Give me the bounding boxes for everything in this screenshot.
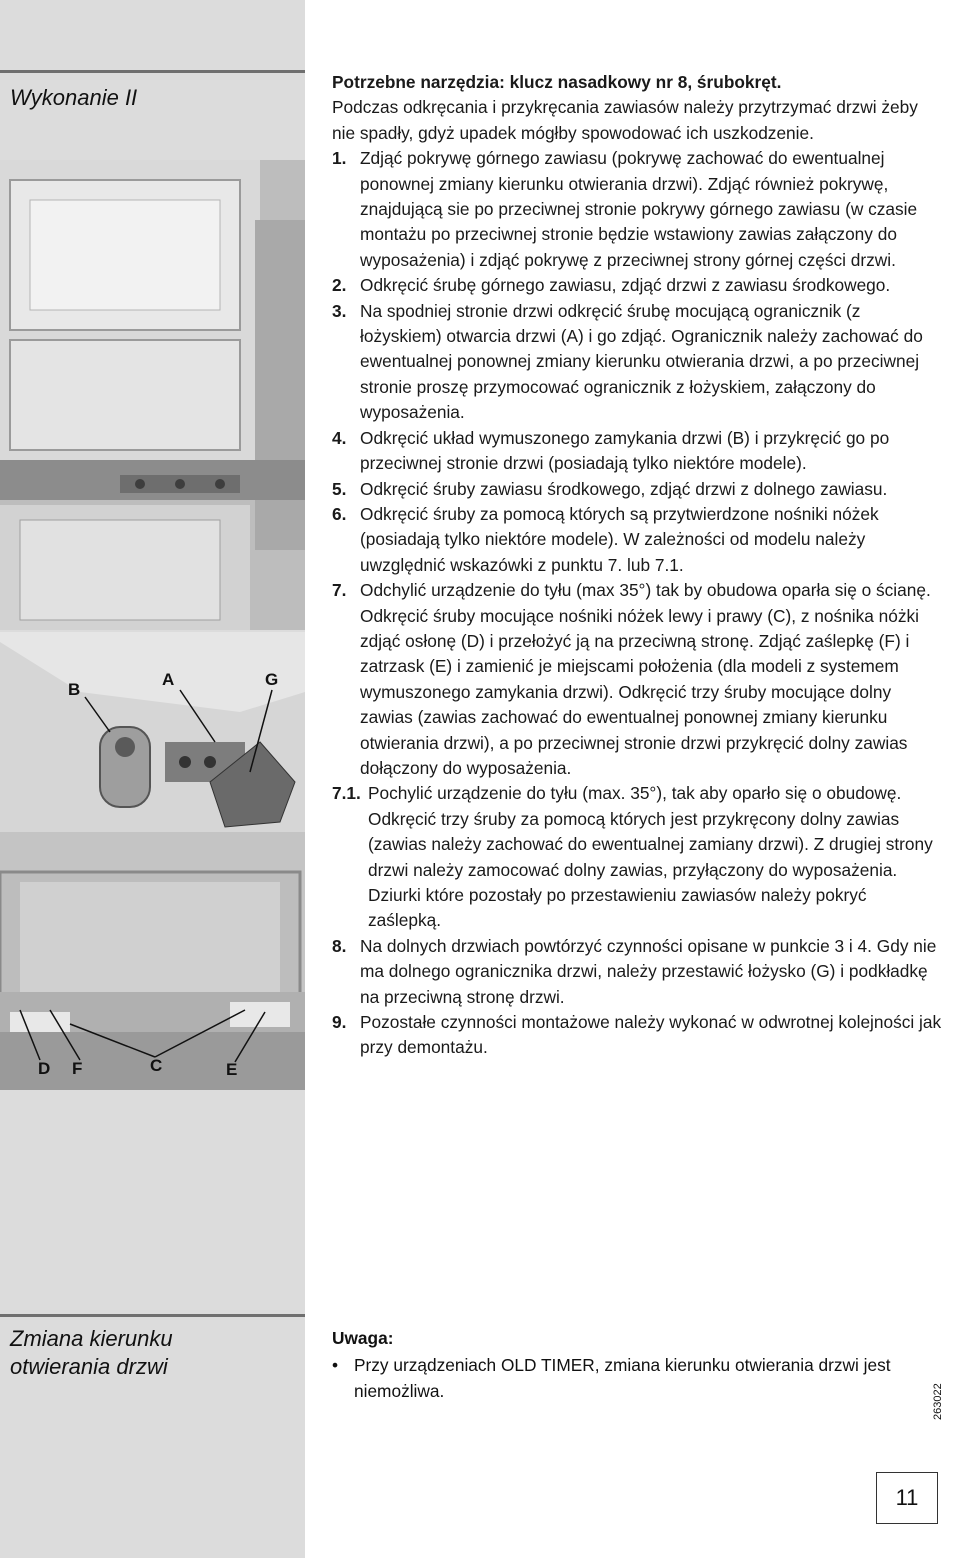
page-number: 11 [876,1472,938,1524]
step-text: Na dolnych drzwiach powtórzyć czynności opisane w punkcie 3 i 4. Gdy nie ma dolnego ogranicznika drzwi, należy przestawić łożysko (G) i podkładkę na przeciwną stronę drzwi. [360,935,937,1007]
note-block [332,1326,942,1404]
step-text: Odchylić urządzenie do tyłu (max 35°) tak by obudowa oparła się o ścianę. Odkręcić śruby mocujące nośniki nóżek lewy i prawy (C), z nośnika nóżki zdjąć osłonę (D) i przełożyć ją na przeciwną stronę. Zdjąć zaślepkę (F) i zatrzask (E) i zamienić je miejscami położenia (dla modeli z systemem wymuszonego zamykania drzwi). Odkręcić trzy śruby mocujące dolny zawias (zawias zachować do ewentualnej ponownej zmiany kierunku otwierania drzwi), a po przeciwnej stronie drzwi przykręcić dolny zawias dołączony do wyposażenia. [360,580,931,778]
section-divider [0,1314,305,1317]
section-title-line: Zmiana kierunku [10,1326,173,1351]
step-text: Pozostałe czynności montażowe należy wykonać w odwrotnej kolejności jak przy demontażu. [360,1012,942,1058]
step-number: 4. [332,427,347,448]
photo-label-e: E [226,1060,238,1079]
step-7-1 [332,781,942,933]
step-number: 1. [332,148,347,169]
step-number: 3. [332,300,347,321]
photo-label-a: A [162,670,175,689]
fridge-hinge-photo [0,160,305,630]
step-1 [332,146,942,273]
photo-label-c: C [150,1056,163,1075]
step-number: 2. [332,275,347,296]
step-text: Odkręcić układ wymuszonego zamykania drzwi (B) i przykręcić go po przeciwnej stronie drzwi (posiadają tylko niektóre modele). [360,427,890,474]
step-text: Pochylić urządzenie do tyłu (max. 35°), tak aby oparło się o obudowę. Odkręcić trzy śruby za pomocą których jest przykręcony dolny zawias (zawias należy zachować do ewentualnej zamiany drzwi). Z drugiej strony drzwi należy zamocować dolny zawias, przyłączony do wyposażenia. Dziurki które pozostały po przestawieniu zawiasów należy pokryć zaślepką. [368,783,933,931]
section-divider [0,70,305,73]
note-text: Przy urządzeniach OLD TIMER, zmiana kierunku otwierania drzwi jest niemożliwa. [354,1355,891,1401]
step-9 [332,1010,942,1061]
step-number: 5. [332,478,347,499]
step-text: Odkręcić śrubę górnego zawiasu, zdjąć drzwi z zawiasu środkowego. [360,275,891,296]
step-5 [332,477,942,502]
step-number: 8. [332,935,347,956]
bottom-hinge-photo [0,632,305,1090]
note-bullet [332,1353,942,1404]
step-8 [332,934,942,1010]
document-code: 263022 [932,1383,944,1420]
step-text: Odkręcić śruby zawiasu środkowego, zdjąć drzwi z dolnego zawiasu. [360,478,888,499]
section-title-line: otwierania drzwi [10,1354,168,1379]
step-number: 7.1. [332,783,361,804]
bullet-icon: • [332,1355,339,1376]
step-number: 7. [332,580,347,601]
step-text: Na spodniej stronie drzwi odkręcić śrubę mocującą ogranicznik (z łożyskiem) otwarcia drzwi (A) i go zdjąć. Ogranicznik należy zachować do ewentualnej ponownej zmiany kierunku otwierania drzwi, a po przeciwnej stronie proszę przymocować ogranicznik z łożyskiem, załączony do wyposażenia. [360,300,923,423]
photo-label-g: G [265,670,279,689]
section-title-zmiana [10,1325,173,1381]
photo-label-b: B [68,680,81,699]
step-6 [332,502,942,578]
instructions [332,70,942,1061]
note-title: Uwaga: [332,1328,394,1348]
intro-paragraph: Podczas odkręcania i przykręcania zawiasów należy przytrzymać drzwi żeby nie spadły, gdyż upadek mógłby spowodować ich uszkodzenie. [332,97,918,143]
step-3 [332,299,942,426]
photo-label-f: F [72,1059,83,1078]
step-number: 9. [332,1012,347,1033]
step-number: 6. [332,503,347,524]
section-title-wykonanie: Wykonanie II [10,85,138,110]
step-4 [332,426,942,477]
step-text: Zdjąć pokrywę górnego zawiasu (pokrywę zachować do ewentualnej ponownej zmiany kierunku otwierania drzwi). Zdjąć również pokrywę, znajdującą sie po przeciwnej stronie pokrywy górnego zawiasu (w czasie montażu po przeciwnej stronie będzie wstawiony zawias załączony do wyposażenia) i zdjąć pokrywę z przeciwnej strony górnej części drzwi. [360,148,918,270]
step-text: Odkręcić śruby za pomocą których są przytwierdzone nośniki nóżek (posiadają tylko niektóre modele). W zależności od modelu należy uwzględnić wskazówki z punktu 7. lub 7.1. [360,503,879,575]
photo-label-d: D [38,1059,51,1078]
step-2 [332,273,942,298]
step-7 [332,578,942,781]
tools-line: Potrzebne narzędzia: klucz nasadkowy nr 8, śrubokręt. [332,72,782,92]
